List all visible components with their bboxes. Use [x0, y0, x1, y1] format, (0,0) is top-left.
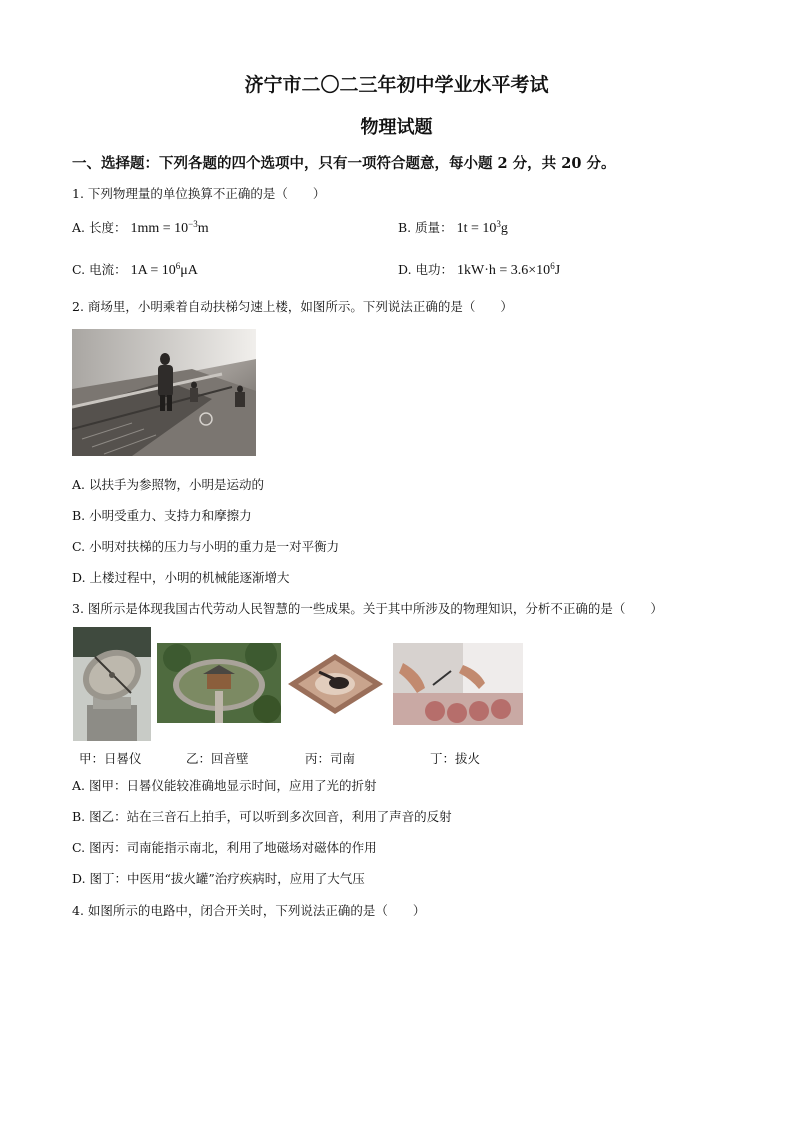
q1-option-a — [72, 218, 209, 237]
q2-option-d: D. 上楼过程中，小明的机械能逐渐增大 — [72, 570, 290, 585]
q1-option-d-math: 1kW·h = 3.6×10 — [457, 263, 551, 278]
caption-sundial: 甲：日晷仪 — [79, 751, 142, 766]
q1-option-b-math: 1t = 10 — [456, 221, 497, 236]
q1-option-a-label: A. 长度： — [72, 220, 127, 235]
q3-option-a: A. 图甲：日晷仪能较准确地显示时间，应用了光的折射 — [72, 778, 377, 793]
q1-option-b-exponent: 3 — [496, 218, 501, 229]
q3-option-c: C. 图丙：司南能指示南北，利用了地磁场对磁体的作用 — [72, 840, 377, 855]
q1-option-d-unit: J — [554, 263, 561, 278]
q1-option-c-math: 1A = 10 — [130, 263, 176, 278]
exam-subtitle: 物理试题 — [360, 117, 433, 138]
q2-option-b: B. 小明受重力、支持力和摩擦力 — [72, 508, 252, 523]
sundial-photo — [73, 627, 151, 741]
exam-title: 济宁市二〇二三年初中学业水平考试 — [244, 74, 549, 96]
q1-option-d-label: D. 电功： — [398, 262, 454, 277]
q1-option-c — [72, 260, 198, 279]
echo-wall-photo — [157, 643, 281, 723]
q1-option-a-unit: m — [197, 221, 209, 236]
compass-illustration — [285, 650, 386, 717]
caption-cupping: 丁：拔火 — [430, 751, 481, 766]
q2-option-c: C. 小明对扶梯的压力与小明的重力是一对平衡力 — [72, 539, 340, 554]
section-heading: 一、选择题：下列各题的四个选项中，只有一项符合题意，每小题 2 分，共 20 分。 — [72, 155, 616, 172]
q1-option-c-label: C. 电流： — [72, 262, 127, 277]
q1-option-c-unit: μA — [180, 263, 198, 278]
q1-option-b-unit: g — [500, 221, 508, 236]
q1-option-d — [398, 260, 560, 279]
q1-option-a-exponent: −3 — [188, 218, 198, 229]
echo-wall-illustration — [157, 643, 281, 723]
caption-echo-wall: 乙：回音壁 — [186, 751, 249, 766]
q2-option-a: A. 以扶手为参照物，小明是运动的 — [72, 477, 264, 492]
q1-option-d-exponent: 6 — [550, 260, 555, 271]
q1-option-a-math: 1mm = 10 — [130, 221, 189, 236]
sundial-illustration — [73, 627, 151, 741]
q1-option-c-exponent: 6 — [175, 260, 181, 271]
q1-option-b-label: B. 质量： — [398, 220, 453, 235]
q3-option-b: B. 图乙：站在三音石上拍手，可以听到多次回音，利用了声音的反射 — [72, 809, 452, 824]
question-3-stem: 3. 图所示是体现我国古代劳动人民智慧的一些成果。关于其中所涉及的物理知识，分析不正确的是（ ） — [72, 601, 663, 616]
escalator-illustration — [72, 329, 256, 456]
q3-option-d: D. 图丁：中医用“拔火罐”治疗疾病时，应用了大气压 — [72, 871, 365, 886]
question-1-stem: 1. 下列物理量的单位换算不正确的是（ ） — [72, 186, 326, 201]
compass-photo — [285, 650, 386, 717]
caption-compass: 丙：司南 — [305, 751, 356, 766]
cupping-illustration — [393, 643, 523, 725]
cupping-photo — [393, 643, 523, 725]
q1-option-b — [398, 218, 508, 237]
question-2-stem: 2. 商场里，小明乘着自动扶梯匀速上楼，如图所示。下列说法正确的是（ ） — [72, 299, 513, 314]
escalator-photo — [72, 329, 256, 456]
question-4-stem: 4. 如图所示的电路中，闭合开关时，下列说法正确的是（ ） — [72, 903, 426, 918]
